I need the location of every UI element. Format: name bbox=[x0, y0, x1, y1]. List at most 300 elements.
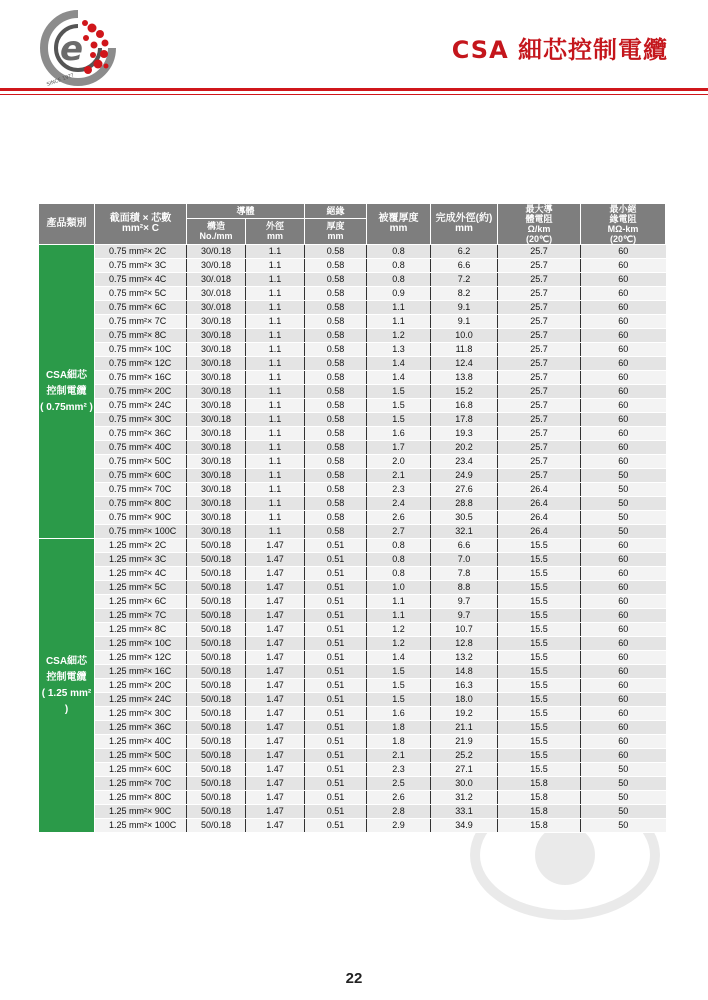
table-cell: 21.1 bbox=[431, 721, 498, 735]
table-cell: 50 bbox=[581, 777, 666, 791]
table-cell: 0.75 mm²× 30C bbox=[95, 413, 187, 427]
table-cell: 50/0.18 bbox=[187, 679, 246, 693]
table-cell: 25.7 bbox=[498, 301, 581, 315]
table-row bbox=[39, 329, 666, 343]
table-cell: 60 bbox=[581, 245, 666, 259]
table-cell: 30/0.18 bbox=[187, 511, 246, 525]
table-row bbox=[39, 357, 666, 371]
table-cell: 60 bbox=[581, 259, 666, 273]
table-cell: 60 bbox=[581, 315, 666, 329]
table-cell: 50/0.18 bbox=[187, 763, 246, 777]
table-cell: 60 bbox=[581, 665, 666, 679]
table-row bbox=[39, 469, 666, 483]
table-cell: 8.2 bbox=[431, 287, 498, 301]
table-cell: 60 bbox=[581, 609, 666, 623]
table-cell: 1.47 bbox=[246, 609, 305, 623]
table-cell: 19.2 bbox=[431, 707, 498, 721]
table-cell: 15.5 bbox=[498, 707, 581, 721]
table-cell: 0.51 bbox=[305, 777, 367, 791]
table-cell: 30/0.18 bbox=[187, 259, 246, 273]
table-cell: 0.75 mm²× 7C bbox=[95, 315, 187, 329]
table-cell: 16.3 bbox=[431, 679, 498, 693]
table-cell: 50 bbox=[581, 791, 666, 805]
table-cell: 30/.018 bbox=[187, 301, 246, 315]
table-cell: 1.47 bbox=[246, 665, 305, 679]
table-row bbox=[39, 665, 666, 679]
header-max-resistance bbox=[498, 204, 581, 245]
table-cell: 15.8 bbox=[498, 805, 581, 819]
table-cell: 1.25 mm²× 100C bbox=[95, 819, 187, 833]
table-cell: 0.51 bbox=[305, 749, 367, 763]
table-row bbox=[39, 525, 666, 539]
table-cell: 15.5 bbox=[498, 749, 581, 763]
table-cell: 1.25 mm²× 4C bbox=[95, 567, 187, 581]
header-ins-thk-line2: mm bbox=[327, 231, 344, 242]
table-cell: 30/0.18 bbox=[187, 245, 246, 259]
table-cell: 25.7 bbox=[498, 455, 581, 469]
table-cell: 1.4 bbox=[367, 651, 431, 665]
table-cell: 60 bbox=[581, 693, 666, 707]
table-cell: 28.8 bbox=[431, 497, 498, 511]
table-cell: 0.58 bbox=[305, 343, 367, 357]
table-row bbox=[39, 595, 666, 609]
header-cond-od-line1: 外徑 bbox=[266, 221, 285, 232]
table-cell: 25.2 bbox=[431, 749, 498, 763]
header-res-line1: 最大導 bbox=[525, 204, 553, 214]
spec-table-body bbox=[39, 245, 666, 833]
table-row bbox=[39, 399, 666, 413]
table-cell: 25.7 bbox=[498, 329, 581, 343]
table-cell: 2.1 bbox=[367, 469, 431, 483]
table-cell: 1.1 bbox=[246, 287, 305, 301]
table-cell: 15.5 bbox=[498, 567, 581, 581]
table-cell: 50/0.18 bbox=[187, 721, 246, 735]
table-cell: 1.5 bbox=[367, 679, 431, 693]
table-cell: 13.8 bbox=[431, 371, 498, 385]
table-cell: 8.8 bbox=[431, 581, 498, 595]
header-conductor-od bbox=[246, 218, 305, 244]
table-cell: 0.58 bbox=[305, 287, 367, 301]
table-cell: 2.0 bbox=[367, 455, 431, 469]
table-cell: 0.75 mm²× 10C bbox=[95, 343, 187, 357]
table-cell: 9.7 bbox=[431, 609, 498, 623]
table-cell: 15.5 bbox=[498, 693, 581, 707]
table-cell: 1.4 bbox=[367, 357, 431, 371]
table-cell: 1.25 mm²× 90C bbox=[95, 805, 187, 819]
table-row bbox=[39, 763, 666, 777]
header-conductor: 導體 bbox=[187, 204, 305, 219]
table-cell: 1.1 bbox=[246, 259, 305, 273]
header-size bbox=[95, 204, 187, 245]
table-cell: 15.5 bbox=[498, 735, 581, 749]
table-row bbox=[39, 483, 666, 497]
table-cell: 30/0.18 bbox=[187, 525, 246, 539]
category-label: CSA細芯 bbox=[45, 369, 88, 381]
header-ins-thk-line1: 厚度 bbox=[326, 221, 345, 232]
table-cell: 0.58 bbox=[305, 301, 367, 315]
table-cell: 30/0.18 bbox=[187, 455, 246, 469]
table-row bbox=[39, 735, 666, 749]
table-cell: 20.2 bbox=[431, 441, 498, 455]
table-cell: 0.58 bbox=[305, 413, 367, 427]
table-cell: 14.8 bbox=[431, 665, 498, 679]
table-cell: 0.8 bbox=[367, 539, 431, 553]
table-cell: 0.58 bbox=[305, 469, 367, 483]
header-od-line2: mm bbox=[455, 223, 473, 234]
table-cell: 25.7 bbox=[498, 357, 581, 371]
table-cell: 1.7 bbox=[367, 441, 431, 455]
table-cell: 50/0.18 bbox=[187, 553, 246, 567]
table-cell: 1.47 bbox=[246, 553, 305, 567]
table-cell: 1.25 mm²× 16C bbox=[95, 665, 187, 679]
table-row bbox=[39, 385, 666, 399]
table-cell: 1.25 mm²× 30C bbox=[95, 707, 187, 721]
table-cell: 1.47 bbox=[246, 791, 305, 805]
table-cell: 25.7 bbox=[498, 371, 581, 385]
table-cell: 1.8 bbox=[367, 735, 431, 749]
page-title: CSA 細芯控制電纜 bbox=[451, 36, 668, 64]
table-cell: 0.75 mm²× 16C bbox=[95, 371, 187, 385]
table-cell: 16.8 bbox=[431, 399, 498, 413]
table-row bbox=[39, 343, 666, 357]
header-structure-line1: 構造 bbox=[206, 221, 225, 232]
table-cell: 1.25 mm²× 40C bbox=[95, 735, 187, 749]
header-insres-line4: (20℃) bbox=[609, 234, 637, 244]
table-cell: 1.1 bbox=[246, 343, 305, 357]
table-cell: 15.5 bbox=[498, 609, 581, 623]
table-cell: 2.3 bbox=[367, 483, 431, 497]
table-row bbox=[39, 245, 666, 259]
spec-table bbox=[38, 203, 666, 833]
table-cell: 1.2 bbox=[367, 329, 431, 343]
table-cell: 1.1 bbox=[246, 399, 305, 413]
header-size-line2: mm²× C bbox=[122, 223, 159, 234]
table-cell: 1.25 mm²× 10C bbox=[95, 637, 187, 651]
table-cell: 0.58 bbox=[305, 245, 367, 259]
table-row bbox=[39, 819, 666, 833]
table-cell: 30/0.18 bbox=[187, 497, 246, 511]
table-cell: 60 bbox=[581, 567, 666, 581]
table-cell: 0.58 bbox=[305, 427, 367, 441]
table-cell: 30.0 bbox=[431, 777, 498, 791]
table-cell: 1.1 bbox=[246, 245, 305, 259]
table-cell: 17.8 bbox=[431, 413, 498, 427]
header-rule-thin bbox=[0, 94, 708, 95]
table-cell: 50/0.18 bbox=[187, 707, 246, 721]
table-cell: 1.47 bbox=[246, 637, 305, 651]
table-cell: 0.75 mm²× 60C bbox=[95, 469, 187, 483]
table-cell: 0.58 bbox=[305, 525, 367, 539]
table-cell: 30/0.18 bbox=[187, 427, 246, 441]
table-cell: 0.58 bbox=[305, 441, 367, 455]
table-cell: 1.47 bbox=[246, 819, 305, 833]
category-label: CSA細芯 bbox=[45, 655, 88, 667]
table-row bbox=[39, 777, 666, 791]
table-cell: 1.25 mm²× 2C bbox=[95, 539, 187, 553]
table-cell: 50/0.18 bbox=[187, 735, 246, 749]
table-cell: 0.58 bbox=[305, 371, 367, 385]
table-cell: 1.1 bbox=[246, 441, 305, 455]
table-cell: 1.25 mm²× 5C bbox=[95, 581, 187, 595]
table-row bbox=[39, 455, 666, 469]
table-cell: 60 bbox=[581, 343, 666, 357]
table-cell: 15.8 bbox=[498, 777, 581, 791]
table-cell: 0.51 bbox=[305, 679, 367, 693]
table-cell: 13.2 bbox=[431, 651, 498, 665]
table-cell: 0.51 bbox=[305, 581, 367, 595]
table-row bbox=[39, 609, 666, 623]
table-cell: 0.75 mm²× 8C bbox=[95, 329, 187, 343]
table-cell: 6.6 bbox=[431, 259, 498, 273]
header-sheath-line1: 被覆厚度 bbox=[378, 213, 419, 224]
table-cell: 1.1 bbox=[246, 371, 305, 385]
table-row bbox=[39, 651, 666, 665]
table-cell: 0.58 bbox=[305, 497, 367, 511]
table-cell: 60 bbox=[581, 539, 666, 553]
table-cell: 60 bbox=[581, 707, 666, 721]
table-cell: 60 bbox=[581, 287, 666, 301]
table-row bbox=[39, 637, 666, 651]
table-cell: 1.25 mm²× 12C bbox=[95, 651, 187, 665]
table-cell: 60 bbox=[581, 735, 666, 749]
table-cell: 15.2 bbox=[431, 385, 498, 399]
table-cell: 50/0.18 bbox=[187, 539, 246, 553]
company-logo-icon bbox=[38, 8, 118, 88]
table-cell: 26.4 bbox=[498, 525, 581, 539]
table-cell: 60 bbox=[581, 455, 666, 469]
header-insulation: 絕緣 bbox=[305, 204, 367, 219]
svg-text:e: e bbox=[60, 29, 84, 69]
table-cell: 30/0.18 bbox=[187, 357, 246, 371]
header-sheath bbox=[367, 204, 431, 245]
table-cell: 0.51 bbox=[305, 665, 367, 679]
table-cell: 1.25 mm²× 60C bbox=[95, 763, 187, 777]
table-cell: 1.4 bbox=[367, 371, 431, 385]
table-row bbox=[39, 287, 666, 301]
table-cell: 1.1 bbox=[246, 525, 305, 539]
table-cell: 1.5 bbox=[367, 413, 431, 427]
table-cell: 15.5 bbox=[498, 581, 581, 595]
table-cell: 1.25 mm²× 6C bbox=[95, 595, 187, 609]
table-row bbox=[39, 427, 666, 441]
table-cell: 0.51 bbox=[305, 735, 367, 749]
table-cell: 1.1 bbox=[246, 497, 305, 511]
table-cell: 26.4 bbox=[498, 511, 581, 525]
table-cell: 1.47 bbox=[246, 735, 305, 749]
table-cell: 1.47 bbox=[246, 539, 305, 553]
header-category: 產品類別 bbox=[39, 204, 95, 245]
table-cell: 1.6 bbox=[367, 427, 431, 441]
table-cell: 60 bbox=[581, 679, 666, 693]
table-cell: 0.58 bbox=[305, 399, 367, 413]
header-conductor-structure bbox=[187, 218, 246, 244]
table-cell: 1.6 bbox=[367, 707, 431, 721]
table-cell: 1.1 bbox=[367, 609, 431, 623]
table-cell: 50/0.18 bbox=[187, 637, 246, 651]
table-cell: 0.75 mm²× 70C bbox=[95, 483, 187, 497]
table-row bbox=[39, 301, 666, 315]
table-cell: 9.1 bbox=[431, 315, 498, 329]
table-cell: 15.5 bbox=[498, 637, 581, 651]
table-row bbox=[39, 259, 666, 273]
table-cell: 1.1 bbox=[367, 315, 431, 329]
table-cell: 25.7 bbox=[498, 287, 581, 301]
table-cell: 30/0.18 bbox=[187, 413, 246, 427]
table-cell: 6.6 bbox=[431, 539, 498, 553]
table-cell: 30/0.18 bbox=[187, 329, 246, 343]
table-row bbox=[39, 693, 666, 707]
table-cell: 0.51 bbox=[305, 693, 367, 707]
table-cell: 30/0.18 bbox=[187, 315, 246, 329]
table-cell: 1.47 bbox=[246, 763, 305, 777]
table-cell: 1.5 bbox=[367, 665, 431, 679]
table-cell: 50 bbox=[581, 763, 666, 777]
table-cell: 0.58 bbox=[305, 385, 367, 399]
table-cell: 31.2 bbox=[431, 791, 498, 805]
table-cell: 60 bbox=[581, 749, 666, 763]
table-row bbox=[39, 721, 666, 735]
table-cell: 60 bbox=[581, 399, 666, 413]
table-cell: 0.51 bbox=[305, 623, 367, 637]
table-cell: 0.75 mm²× 2C bbox=[95, 245, 187, 259]
table-cell: 2.1 bbox=[367, 749, 431, 763]
table-cell: 50/0.18 bbox=[187, 777, 246, 791]
table-cell: 1.25 mm²× 36C bbox=[95, 721, 187, 735]
header-res-line3: Ω/km bbox=[527, 224, 551, 234]
header-min-ins-resistance bbox=[581, 204, 666, 245]
table-cell: 50/0.18 bbox=[187, 665, 246, 679]
category-label: 控制電纜 bbox=[46, 385, 87, 397]
table-cell: 0.75 mm²× 3C bbox=[95, 259, 187, 273]
table-cell: 0.58 bbox=[305, 315, 367, 329]
table-cell: 12.4 bbox=[431, 357, 498, 371]
table-cell: 18.0 bbox=[431, 693, 498, 707]
table-cell: 50/0.18 bbox=[187, 581, 246, 595]
table-cell: 50 bbox=[581, 525, 666, 539]
table-cell: 0.9 bbox=[367, 287, 431, 301]
table-cell: 0.75 mm²× 80C bbox=[95, 497, 187, 511]
table-cell: 23.4 bbox=[431, 455, 498, 469]
table-cell: 60 bbox=[581, 553, 666, 567]
table-cell: 60 bbox=[581, 637, 666, 651]
table-cell: 1.1 bbox=[246, 315, 305, 329]
table-cell: 25.7 bbox=[498, 427, 581, 441]
table-cell: 25.7 bbox=[498, 245, 581, 259]
table-cell: 0.58 bbox=[305, 455, 367, 469]
table-cell: 15.5 bbox=[498, 763, 581, 777]
table-cell: 0.8 bbox=[367, 273, 431, 287]
header-rule-thick bbox=[0, 88, 708, 91]
table-row bbox=[39, 749, 666, 763]
table-cell: 50 bbox=[581, 483, 666, 497]
table-cell: 2.6 bbox=[367, 511, 431, 525]
table-cell: 50 bbox=[581, 511, 666, 525]
table-cell: 60 bbox=[581, 371, 666, 385]
table-cell: 1.25 mm²× 20C bbox=[95, 679, 187, 693]
table-cell: 2.3 bbox=[367, 763, 431, 777]
table-cell: 12.8 bbox=[431, 637, 498, 651]
table-cell: 25.7 bbox=[498, 399, 581, 413]
table-cell: 60 bbox=[581, 441, 666, 455]
table-cell: 2.4 bbox=[367, 497, 431, 511]
table-cell: 50/0.18 bbox=[187, 693, 246, 707]
header-sheath-line2: mm bbox=[389, 223, 408, 234]
table-row bbox=[39, 791, 666, 805]
table-cell: 0.51 bbox=[305, 609, 367, 623]
table-cell: 60 bbox=[581, 357, 666, 371]
table-cell: 2.7 bbox=[367, 525, 431, 539]
table-cell: 1.25 mm²× 3C bbox=[95, 553, 187, 567]
table-cell: 24.9 bbox=[431, 469, 498, 483]
table-cell: 60 bbox=[581, 427, 666, 441]
table-cell: 1.1 bbox=[246, 329, 305, 343]
category-cell bbox=[39, 245, 95, 539]
table-cell: 60 bbox=[581, 595, 666, 609]
table-cell: 30/0.18 bbox=[187, 371, 246, 385]
table-cell: 9.1 bbox=[431, 301, 498, 315]
table-cell: 1.5 bbox=[367, 399, 431, 413]
table-cell: 9.7 bbox=[431, 595, 498, 609]
table-cell: 2.9 bbox=[367, 819, 431, 833]
table-cell: 0.58 bbox=[305, 273, 367, 287]
table-cell: 30/0.18 bbox=[187, 483, 246, 497]
table-cell: 30/.018 bbox=[187, 287, 246, 301]
table-cell: 0.75 mm²× 36C bbox=[95, 427, 187, 441]
table-cell: 30.5 bbox=[431, 511, 498, 525]
table-cell: 0.58 bbox=[305, 483, 367, 497]
table-cell: 1.0 bbox=[367, 581, 431, 595]
table-cell: 0.8 bbox=[367, 567, 431, 581]
table-row bbox=[39, 371, 666, 385]
table-cell: 50/0.18 bbox=[187, 651, 246, 665]
table-cell: 50/0.18 bbox=[187, 595, 246, 609]
table-cell: 26.4 bbox=[498, 497, 581, 511]
table-cell: 0.51 bbox=[305, 721, 367, 735]
table-row bbox=[39, 273, 666, 287]
table-cell: 15.5 bbox=[498, 679, 581, 693]
table-row bbox=[39, 511, 666, 525]
table-cell: 25.7 bbox=[498, 273, 581, 287]
table-cell: 1.1 bbox=[246, 427, 305, 441]
table-cell: 1.5 bbox=[367, 385, 431, 399]
table-cell: 6.2 bbox=[431, 245, 498, 259]
table-cell: 50/0.18 bbox=[187, 805, 246, 819]
header-size-line1: 截面積 × 芯數 bbox=[109, 213, 172, 224]
table-row bbox=[39, 413, 666, 427]
table-cell: 60 bbox=[581, 581, 666, 595]
table-cell: 1.1 bbox=[367, 595, 431, 609]
table-cell: 1.25 mm²× 7C bbox=[95, 609, 187, 623]
table-cell: 0.58 bbox=[305, 329, 367, 343]
table-cell: 60 bbox=[581, 273, 666, 287]
table-cell: 25.7 bbox=[498, 259, 581, 273]
header-insres-line2: 緣電阻 bbox=[609, 214, 637, 224]
table-cell: 50/0.18 bbox=[187, 623, 246, 637]
table-cell: 0.75 mm²× 20C bbox=[95, 385, 187, 399]
table-cell: 15.8 bbox=[498, 791, 581, 805]
table-cell: 15.5 bbox=[498, 595, 581, 609]
table-cell: 0.75 mm²× 5C bbox=[95, 287, 187, 301]
table-cell: 15.8 bbox=[498, 819, 581, 833]
table-cell: 2.5 bbox=[367, 777, 431, 791]
table-cell: 1.47 bbox=[246, 595, 305, 609]
table-cell: 1.1 bbox=[246, 273, 305, 287]
table-cell: 0.51 bbox=[305, 651, 367, 665]
table-cell: 10.0 bbox=[431, 329, 498, 343]
table-row bbox=[39, 623, 666, 637]
table-cell: 30/0.18 bbox=[187, 385, 246, 399]
table-cell: 11.8 bbox=[431, 343, 498, 357]
